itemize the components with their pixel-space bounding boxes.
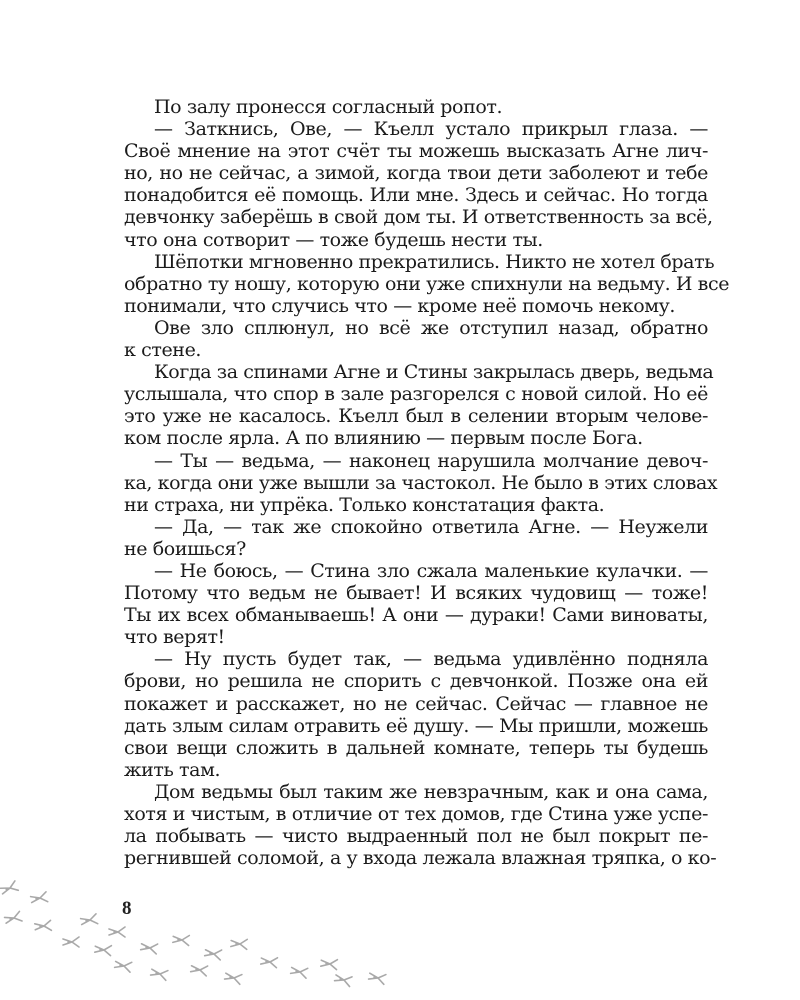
text-line: девчонку заберёшь в свой дом ты. И ответственность за всё, [124,206,713,229]
text-line: ла побывать — чисто выдраенный пол не был покрыт пе- [124,825,708,848]
text-line: что она сотворит — тоже будешь нести ты. [124,228,543,251]
text-line: По залу пронесся согласный ропот. [154,96,503,118]
text-line: Дом ведьмы был таким же невзрачным, как и она сама, [154,780,708,803]
bird-tracks-icon [0,870,400,990]
text-line: свои вещи сложить в дальней комнате, теперь ты будешь [124,736,708,759]
text-line: хотя и чистым, в отличие от тех домов, где Стина уже успе- [124,803,708,825]
text-line: ка, когда они уже вышли за частокол. Не было в этих словах [124,471,718,494]
text-line: ни страха, ни упрёка. Только констатация факта. [124,493,605,516]
text-line: Ты их всех обманываешь! А они — дураки! Сами виноваты, [124,604,708,627]
text-line: Шёпотки мгновенно прекратились. Никто не хотел брать [154,250,715,273]
text-line: услышала, что спор в зале разгорелся с новой силой. Но её [124,383,708,406]
text-line: — Ты — ведьма, — наконец нарушила молчание девоч- [154,449,708,472]
text-line: покажет и расскажет, но не сейчас. Сейчас — главное не [124,692,708,715]
track-group [0,881,386,987]
text-line: но, но не сейчас, а зимой, когда твои дети заболеют и тебе [124,162,708,185]
text-line: к стене. [124,339,202,362]
text-line: дать злым силам отравить её душу. — Мы пришли, можешь [124,714,708,737]
text-line: Потому что ведьм не бывает! И всяких чудовищ — тоже! [124,582,708,605]
text-line: — Ну пусть будет так, — ведьма удивлённо подняла [154,648,708,671]
text-line: брови, но решила не спорить с девчонкой. Позже она ей [124,670,708,693]
text-line: — Не боюсь, — Стина зло сжала маленькие кулачки. — [154,559,708,582]
text-line: Когда за спинами Агне и Стины закрылась дверь, ведьма [154,361,714,384]
text-line: Ове зло сплюнул, но всё же отступил назад, обратно [154,316,708,339]
text-line: это уже не касалось. Къелл был в селении вторым челове- [124,405,708,428]
text-line: не боишься? [124,537,246,560]
text-line: Своё мнение на этот счёт ты можешь высказать Агне лич- [124,140,708,163]
text-line: — Да, — так же спокойно ответила Агне. — Неужели [154,515,708,538]
text-line: обратно ту ношу, которую они уже спихнули на ведьму. И все [124,272,730,295]
text-line: понадобится её помощь. Или мне. Здесь и сейчас. Но тогда [124,184,708,207]
text-line: что верят! [124,626,225,649]
text-line: ком после ярла. А по влиянию — первым после Бога. [124,427,643,450]
text-line: — Заткнись, Ове, — Къелл устало прикрыл глаза. — [154,118,708,141]
page-number: 8 [122,898,132,919]
text-line: понимали, что случись что — кроме неё помочь некому. [124,294,676,317]
text-line: регнившей соломой, а у входа лежала влажная тряпка, о ко- [124,847,717,870]
page-text [124,96,730,870]
text-line: жить там. [124,758,221,781]
